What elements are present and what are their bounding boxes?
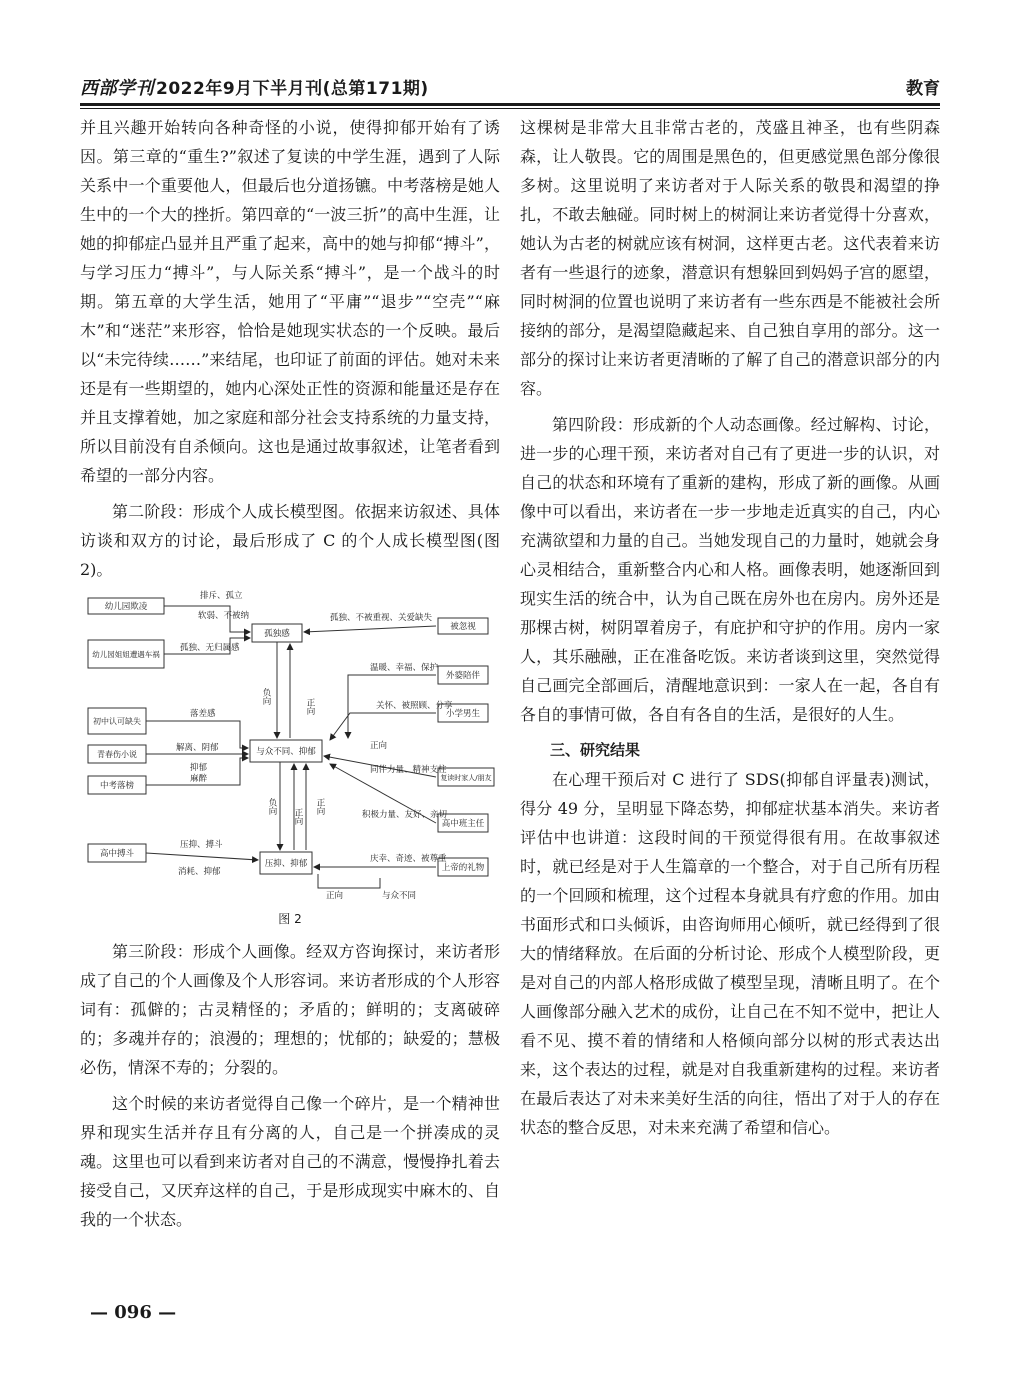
right-box-1 [438, 618, 488, 634]
right-paragraph-1: 这棵树是非常大且非常古老的，茂盛且神圣，也有些阴森森，让人敬畏。它的周围是黑色的，但更感觉黑色部分像很多树。这里说明了来访者对于人际关系的敬畏和渴望的挣扎，不敢去触碰。同时树上的树洞让来访者觉得十分喜欢，她认为古老的树就应该有树洞，这样更古老。这代表着来访者有一些退行的迹象，潜意识有想躲回到妈妈子宫的愿望，同时树洞的位置也说明了来访者有一些东西是不能被社会所接纳的部分，是渴望隐藏起来、自己独自享用的部分。这一部分的探讨让来访者更清晰的了解了自己的潜意识部分的内容。 [520, 118, 940, 398]
right-box-2 [438, 666, 488, 684]
center-box-3-label: 压抑、抑郁 [264, 859, 308, 869]
journal-issue: 2022年9月下半月刊(总第171期) [156, 79, 429, 99]
running-header [80, 74, 940, 102]
center-box-depressed [260, 852, 312, 874]
label-l2: 孤独、无归属感 [180, 643, 240, 653]
section-heading-results: 三、研究结果 [550, 741, 641, 759]
label-l1a: 排斥、孤立 [200, 591, 243, 601]
figure-caption: 图 2 [278, 912, 302, 926]
left-box-4-label: 青春伤小说 [97, 750, 137, 759]
header-rule-thin [80, 108, 940, 109]
label-pos4: 正向 [315, 798, 325, 815]
header-rule-thick [80, 103, 940, 106]
right-paragraph-2: 第四阶段：形成新的个人动态画像。经过解构、讨论，进一步的心理干预，来访者对自己有了更进一步的认识，对自己的状态和环境有了重新的建构，形成了新的画像。从画像中可以看出，来访者在一步一步地走近真实的自己，内心充满欲望和力量的自己。当她发现自己的力量时，她就会身心灵相结合，重新整合内心和人格。画像表明，她逐渐回到现实生活的统合中，认为自己既在房外也在房内。房外还是那棵古树，树阴罩着房子，有庇护和守护的作用。房内一家人，其乐融融，正在准备吃饭。来访者谈到这里，突然觉得自己画完全部画后，清醒地意识到：一家人在一起，各自有各自的事情可做，各自有各自的生活，是很好的人生。 [520, 415, 940, 724]
left-box-6 [88, 844, 146, 862]
center-box-loneliness [252, 624, 302, 642]
left-column [80, 113, 500, 1241]
center-box-1-label: 孤独感 [264, 629, 290, 639]
center-box-2-label: 与众不同、抑郁 [256, 747, 316, 757]
diagram-svg [80, 588, 500, 906]
section-name: 教育 [906, 79, 940, 99]
label-r5: 积极力量、友好、亲切 [362, 810, 448, 820]
growth-model-diagram [80, 588, 500, 906]
center-box-different [250, 740, 322, 762]
label-l6b: 消耗、抑郁 [178, 867, 221, 877]
left-box-5-label: 中考落榜 [99, 781, 135, 791]
right-paragraph-3: 在心理干预后对 C 进行了 SDS(抑郁自评量表)测试，得分 49 分，呈明显下降态势，抑郁症状基本消失。来访者评估中也讲道：这段时间的干预觉得很有用。在故事叙述时，就已经是对于人生篇章的一个整合，对于自己所有历程的一个回顾和梳理，这个过程本身就具有疗愈的作用。加由书面形式和口头倾诉，由咨询师用心倾听，就已经得到了很大的情绪释放。在后面的分析讨论、形成个人模型阶段，更是对自己的内部人格形成做了模型呈现，清晰且明了。在个人画像部分融入艺术的成份，让自己在不知不觉中，把让人看不见、摸不着的情绪和人格倾向部分以树的形式表达出来，这个表达的过程，就是对自我重新建构的过程。来访者在最后表达了对未来美好生活的向往，悟出了对于人的存在状态的整合反思，对未来充满了希望和信心。 [520, 770, 940, 1137]
right-box-1-label: 被忽视 [450, 622, 476, 632]
label-r6: 庆幸、奇迹、被尊重 [370, 854, 447, 864]
left-paragraph-4: 这个时候的来访者觉得自己像一个碎片，是一个精神世界和现实生活并存且有分离的人，自己是一个拼凑成的灵魂。这里也可以看到来访者对自己的不满意，慢慢挣扎着去接受自己，又厌弃这样的自己，于是形成现实中麻木的、自我的一个状态。 [80, 1094, 500, 1229]
label-l4b: 抑郁 [190, 763, 208, 773]
left-paragraph-2: 第二阶段：形成个人成长模型图。依据来访叙述、具体访谈和双方的讨论，最后形成了 C 的个人成长模型图(图 2)。 [80, 502, 500, 579]
page-number: — 096 — [90, 1302, 177, 1323]
right-column [520, 113, 940, 1149]
label-r2: 温暖、幸福、保护 [370, 663, 439, 673]
label-r3: 关怀、被照顾、分享 [376, 701, 453, 711]
label-neg2: 负向 [267, 798, 277, 815]
left-box-3 [88, 708, 146, 734]
left-box-1-label: 幼儿园欺凌 [104, 602, 148, 612]
label-pos3: 正向 [293, 808, 303, 825]
left-box-4 [88, 745, 146, 763]
left-box-3-label: 初中认可缺失 [93, 717, 141, 726]
label-l3: 落差感 [190, 709, 216, 719]
journal-title [80, 74, 429, 100]
left-box-1 [88, 598, 164, 614]
label-neg1: 负向 [261, 688, 271, 705]
journal-logo: 西部学刊 [80, 78, 154, 99]
right-box-4-label: 复读时家人/朋友 [440, 774, 492, 782]
right-box-3-label: 小学男生 [445, 709, 481, 719]
label-l1b: 软弱、不被纳 [198, 611, 250, 621]
label-b2: 与众不同 [382, 891, 417, 901]
left-paragraph-3: 第三阶段：形成个人画像。经双方咨询探讨，来访者形成了自己的个人画像及个人形容词。来访者形成的个人形容词有：孤僻的；古灵精怪的；矛盾的；鲜明的；支离破碎的；多魂并存的；浪漫的；理想的；忧郁的；缺爱的；慧极必伤，情深不寿的；分裂的。 [80, 942, 500, 1077]
label-r4: 同伴力量、精神支柱 [370, 765, 447, 775]
label-pos1: 正向 [305, 698, 315, 715]
right-box-2-label: 外婆陪伴 [445, 671, 481, 681]
label-zx: 正向 [370, 741, 388, 751]
left-box-2-label: 幼儿园姐姐遭遇车祸 [92, 650, 160, 659]
left-box-5 [88, 776, 146, 794]
label-l4a: 解离、阴郁 [176, 743, 219, 753]
right-box-5-label: 高中班主任 [441, 819, 485, 829]
label-l6a: 压抑、搏斗 [180, 840, 223, 850]
label-b1: 正向 [326, 891, 344, 901]
left-box-2 [88, 640, 164, 668]
left-box-6-label: 高中搏斗 [99, 849, 135, 859]
label-r1: 孤独、不被重视、关爱缺失 [330, 613, 433, 623]
right-box-6-label: 上帝的礼物 [441, 863, 485, 873]
label-l5: 麻醉 [190, 774, 208, 784]
left-paragraph-1: 并且兴趣开始转向各种奇怪的小说，使得抑郁开始有了诱因。第三章的“重生?”叙述了复读的中学生涯，遇到了人际关系中一个重要他人，但最后也分道扬镳。中考落榜是她人生中的一个大的挫折。第四章的“一波三折”的高中生涯，让她的抑郁症凸显并且严重了起来，高中的她与抑郁“搏斗”，与学习压力“搏斗”，与人际关系“搏斗”，是一个战斗的时期。第五章的大学生活，她用了“平庸”“退步”“空壳”“麻木”和“迷茫”来形容，恰恰是她现实状态的一个反映。最后以“未完待续……”来结尾，也印证了前面的评估。她对未来还是有一些期望的，她内心深处正性的资源和能量还是存在并且支撑着她，加之家庭和部分社会支持系统的力量支持，所以目前没有自杀倾向。这也是通过故事叙述，让笔者看到希望的一部分内容。 [80, 118, 500, 485]
